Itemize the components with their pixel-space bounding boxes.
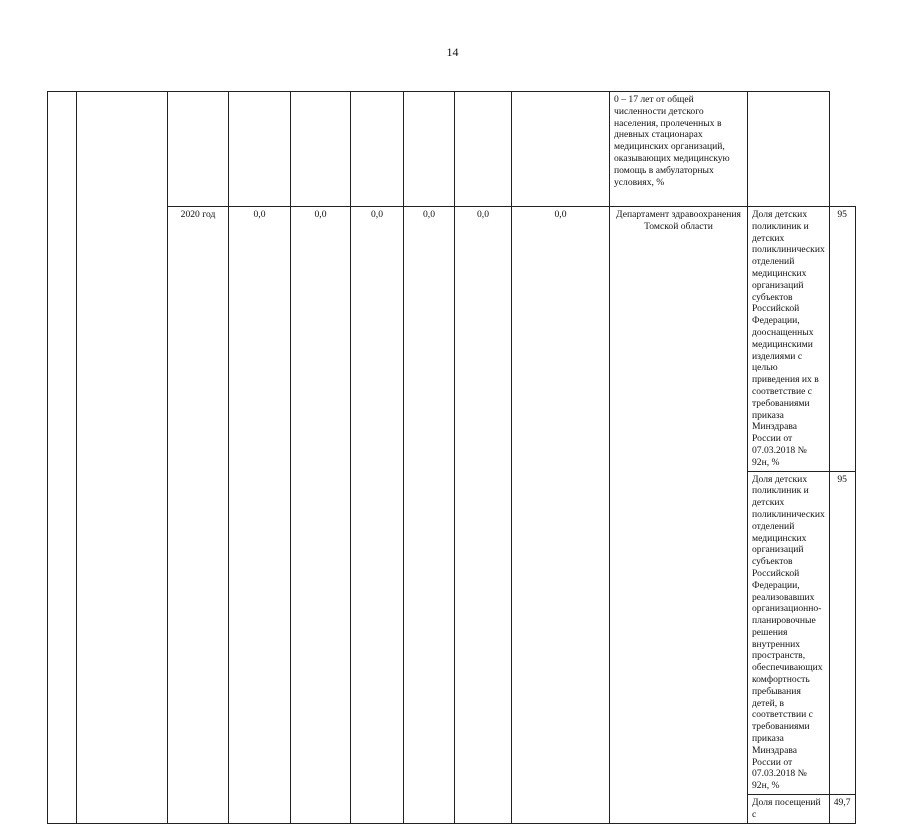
indicator-value: 95 <box>829 207 855 472</box>
value-cell: 0,0 <box>455 207 512 824</box>
value-cell: 0,0 <box>351 207 404 824</box>
empty-cell <box>168 92 229 207</box>
indicator-text: Доля посещений с <box>748 795 830 824</box>
indicator-value: 95 <box>829 471 855 795</box>
empty-cell <box>748 92 830 207</box>
indicator-text: Доля детских поликлиник и детских поликлинических отделений медицинских организаций субъектов Российской Федерации, дооснащенных медицинскими изделиями с целью приведения их в соответствие с требованиями приказа Минздрава России от 07.03.2018 № 92н, % <box>748 207 830 472</box>
empty-cell <box>404 92 455 207</box>
table-row <box>48 92 856 207</box>
empty-cell <box>351 92 404 207</box>
empty-cell <box>77 92 168 824</box>
empty-cell <box>512 92 610 207</box>
table-row <box>48 207 856 472</box>
empty-cell <box>48 92 77 824</box>
executor-cell: Департамент здравоохранения Томской области <box>610 207 748 824</box>
empty-cell <box>455 92 512 207</box>
value-cell: 0,0 <box>229 207 291 824</box>
empty-cell <box>291 92 351 207</box>
indicator-text: Доля детских поликлиник и детских поликлинических отделений медицинских организаций субъектов Российской Федерации, реализовавших организационно-планировочные решения внутренних пространств, обеспечивающих комфортность пребывания детей, в соответствии с требованиями приказа Минздрава России от 07.03.2018 № 92н, % <box>748 471 830 795</box>
program-table <box>47 91 856 824</box>
empty-cell <box>229 92 291 207</box>
indicator-text-continued: 0 – 17 лет от общей численности детского населения, пролеченных в дневных стационарах медицинских организаций, оказывающих медицинскую помощь в амбулаторных условиях, % <box>610 92 748 207</box>
value-cell: 0,0 <box>512 207 610 824</box>
page-number: 14 <box>446 45 459 59</box>
year-cell: 2020 год <box>168 207 229 824</box>
value-cell: 0,0 <box>291 207 351 824</box>
indicator-value: 49,7 <box>829 795 855 824</box>
value-cell: 0,0 <box>404 207 455 824</box>
